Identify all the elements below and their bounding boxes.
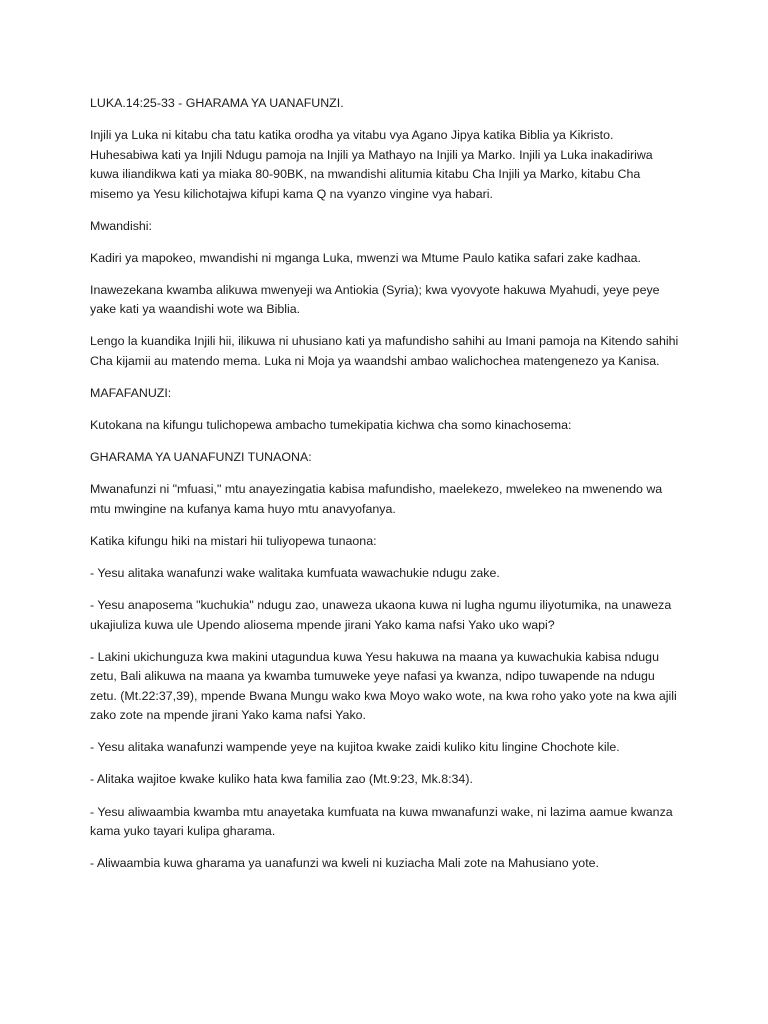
paragraph-verses-intro: Katika kifungu hiki na mistari hii tuliyopewa tunaona: (90, 533, 377, 548)
paragraph-author-origin: Inawezekana kwamba alikuwa mwenyeji wa Antiokia (Syria); kwa vyovyote hakuwa Myahudi, yeye peye yake kati ya waandishi wote wa Biblia. (90, 282, 660, 317)
list-item: - Yesu alitaka wanafunzi wake walitaka kumfuata wawachukie ndugu zake. (90, 566, 500, 581)
list-item: - Yesu alitaka wanafunzi wampende yeye na kujitoa kwake zaidi kuliko kitu lingine Chochote kile. (90, 740, 620, 755)
list-item: - Aliwaambia kuwa gharama ya uanafunzi wa kweli ni kuziacha Mali zote na Mahusiano yote. (90, 856, 599, 871)
document-title: LUKA.14:25-33 - GHARAMA YA UANAFUNZI. (90, 96, 344, 110)
section-heading-cost: GHARAMA YA UANAFUNZI TUNAONA: (90, 450, 312, 465)
paragraph-purpose: Lengo la kuandika Injili hii, ilikuwa ni uhusiano kati ya mafundisho sahihi au Imani pamoja na Kitendo sahihi Cha kijamii au matendo mema. Luka ni Moja ya waandshi ambao walichochea matengenezo ya Kanisa. (90, 334, 679, 368)
paragraph-disciple-definition: Mwanafunzi ni "mfuasi," mtu anayezingatia kabisa mafundisho, maelekezo, mwelekeo na mwenendo wa mtu mwingine na kufanya kama huyo mtu anavyofanya. (90, 482, 663, 516)
section-heading-author: Mwandishi: (90, 218, 152, 233)
section-heading-explanations: MAFAFANUZI: (90, 386, 172, 401)
paragraph-intro: Injili ya Luka ni kitabu cha tatu katika orodha ya vitabu vya Agano Jipya katika Biblia ya Kikristo. Huhesabiwa kati ya Injili Ndugu pamoja na Injili ya Mathayo na Injili ya Marko. Injili ya Luka inakadiriwa kuwa iliandikwa kati ya miaka 80-90BK, na mwandishi alitumia kitabu Cha Injili ya Marko, kitabu Cha misemo ya Yesu kilichotajwa kifupi kama Q na vyanzo vingine vya habari. (90, 128, 653, 201)
paragraph-author-tradition: Kadiri ya mapokeo, mwandishi ni mganga Luka, mwenzi wa Mtume Paulo katika safari zake kadhaa. (90, 250, 641, 265)
list-item: - Lakini ukichunguza kwa makini utagundua kuwa Yesu hakuwa na maana ya kuwachukia kabisa ndugu zetu, Bali alikuwa na maana ya kwamba tumuweke yeye nafasi ya kwanza, ndipo tuwapende na ndugu zetu. (Mt.22:37,39), mpende Bwana Mungu wako kwa Moyo wako wote, na kwa roho yako yote na kwa ajili zako zote na mpende jirani Yako kama nafsi Yako. (90, 649, 677, 723)
document-body (90, 94, 680, 886)
list-item: - Yesu anaposema "kuchukia" ndugu zao, unaweza ukaona kuwa ni lugha ngumu iliyotumika, na unaweza ukajiuliza kuwa ule Upendo aliosema mpende jirani Yako kama nafsi Yako uko wapi? (90, 598, 672, 632)
paragraph-passage-intro: Kutokana na kifungu tulichopewa ambacho tumekipatia kichwa cha somo kinachosema: (90, 418, 572, 433)
list-item: - Yesu aliwaambia kwamba mtu anayetaka kumfuata na kuwa mwanafunzi wake, ni lazima aamue kwanza kama yuko tayari kulipa gharama. (90, 804, 673, 838)
list-item: - Alitaka wajitoe kwake kuliko hata kwa familia zao (Mt.9:23, Mk.8:34). (90, 772, 473, 787)
